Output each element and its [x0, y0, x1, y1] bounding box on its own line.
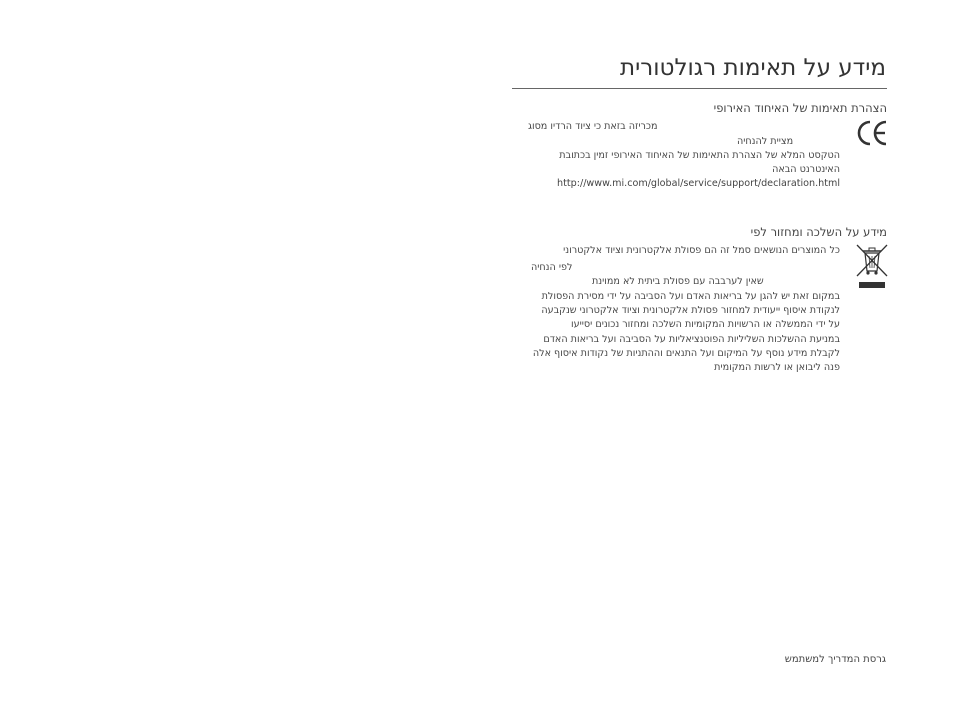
weee-line-9: פנה ליבואן או לרשות המקומית — [714, 362, 840, 373]
ce-line-1: מכריזה בזאת כי ציוד הרדיו מסוג — [528, 121, 658, 132]
weee-section-heading: מידע על השלכה ומחזור לפי — [750, 225, 887, 239]
ce-line-3: הטקסט המלא של הצהרת התאימות של האיחוד האירופי זמין בכתובת — [559, 150, 840, 161]
crossed-out-bin-icon — [855, 242, 889, 292]
weee-line-6: על ידי הממשלה או הרשויות המקומיות השלכה ומחזור נכונים יסייעו — [571, 319, 840, 330]
ce-section-heading: הצהרת תאימות של האיחוד האירופי — [713, 101, 887, 115]
ce-line-4: האינטרנט הבאה — [772, 164, 840, 175]
ce-mark-icon — [855, 118, 889, 148]
weee-line-2: לפי הנחיה — [531, 262, 573, 273]
weee-line-5: לנקודת איסוף ייעודית למחזור פסולת אלקטרונית וציוד אלקטרוני שנקבעה — [541, 305, 840, 316]
weee-line-8: לקבלת מידע נוסף על המיקום ועל התנאים וההתניות של נקודות איסוף אלה — [532, 348, 840, 359]
weee-line-1: כל המוצרים הנושאים סמל זה הם פסולת אלקטרונית וציוד אלקטרוני — [563, 245, 840, 256]
declaration-url: http://www.mi.com/global/service/support/declaration.html — [557, 178, 840, 189]
document-footer: גרסת המדריך למשתמש — [784, 654, 886, 665]
weee-line-3: שאין לערבבה עם פסולת ביתית לא ממוינת — [592, 276, 764, 287]
title-divider — [512, 88, 887, 89]
weee-line-4: במקום זאת יש להגן על בריאות האדם ועל הסביבה על ידי מסירת הפסולת — [541, 291, 840, 302]
weee-line-7: במניעת ההשלכות השליליות הפוטנציאליות על הסביבה ועל בריאות האדם — [543, 334, 840, 345]
page-title: מידע על תאימות רגולטורית — [620, 55, 886, 81]
ce-line-2: מציית להנחיה — [737, 136, 794, 147]
